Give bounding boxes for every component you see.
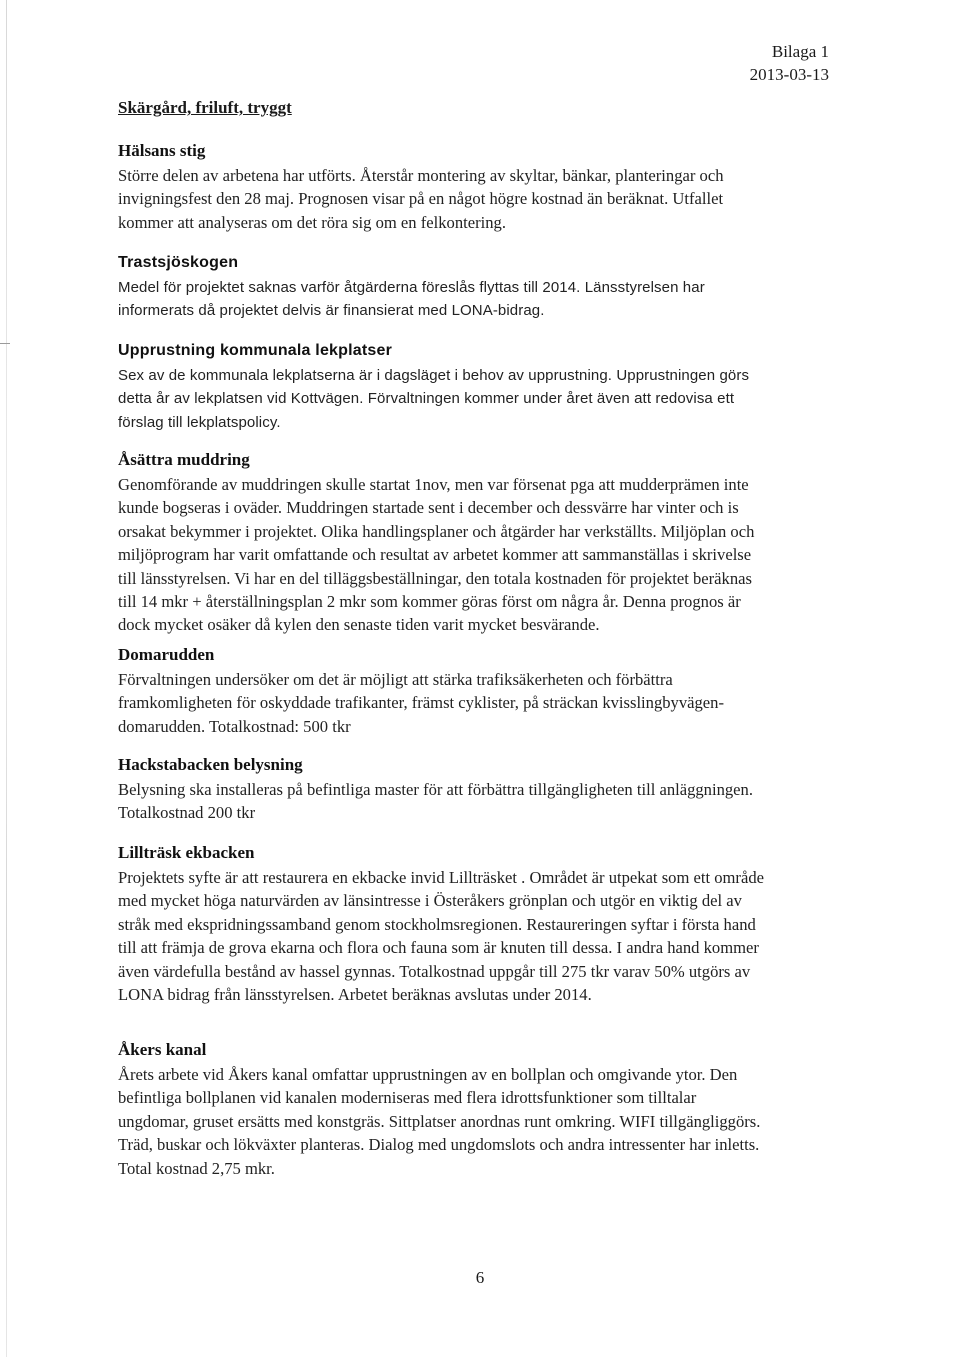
document-date: 2013-03-13 bbox=[749, 65, 829, 84]
section-heading: Åkers kanal bbox=[118, 1040, 207, 1059]
section-lilltrask-ekbacken bbox=[118, 841, 853, 1006]
page-title: Skärgård, friluft, tryggt bbox=[118, 98, 292, 117]
section-heading: Domarudden bbox=[118, 645, 215, 664]
section-upprustning-lekplatser bbox=[118, 339, 853, 434]
section-trastsjoskogen bbox=[118, 251, 853, 323]
scan-edge-line bbox=[6, 0, 7, 1357]
section-body: Större delen av arbetena har utförts. Återstår montering av skyltar, bänkar, planteringar och invigningsfest den 28 maj. Prognosen visar på en något högre kostnad än beräknat. Utfallet kommer att analyseras om det röra sig om en felkontering. bbox=[118, 166, 724, 232]
section-body: Medel för projektet saknas varför åtgärderna föreslås flyttas till 2014. Länsstyrelsen har informerats då projektet delvis är finansierat med LONA-bidrag. bbox=[118, 279, 705, 320]
section-hackstabacken-belysning bbox=[118, 753, 853, 825]
section-heading: Trastsjöskogen bbox=[118, 254, 239, 271]
section-heading: Hackstabacken belysning bbox=[118, 755, 303, 774]
section-heading: Upprustning kommunala lekplatser bbox=[118, 342, 393, 359]
section-halsans-stig bbox=[118, 139, 853, 234]
section-body: Årets arbete vid Åkers kanal omfattar upprustningen av en bollplan och omgivande ytor. Den befintliga bollplanen vid kanalen moderniseras med flera idrottsfunktioner som tilltalar ungdomar, gruset ersätts med konstgräs. Sittplatser anordnas runt omkring. WIFI tillgängliggörs. Träd, buskar och lökväxter planteras. Dialog med ungdomslots och andra intressenter har inletts. Total kostnad 2,75 mkr. bbox=[118, 1065, 761, 1178]
section-body: Projektets syfte är att restaurera en ekbacke invid Lillträsket . Området är utpekat som ett område med mycket höga naturvärden av länsintresse i Österåkers grönplan och utgör en viktig del av stråk med ekspridningssamband genom stockholmsregionen. Restaureringen syftar i första hand till att främja de grova ekarna och flora och fauna som är knuten till dessa. I andra hand kommer även värdefulla bestånd av hassel gynnas. Totalkostnad uppgår till 275 tkr varav 50% utgörs av LONA bidrag från länsstyrelsen. Arbetet beräknas avslutas under 2014. bbox=[118, 868, 764, 1005]
section-body: Belysning ska installeras på befintliga master för att förbättra tillgängligheten till anläggningen. Totalkostnad 200 tkr bbox=[118, 780, 753, 823]
section-heading: Lillträsk ekbacken bbox=[118, 843, 255, 862]
section-heading: Åsättra muddring bbox=[118, 450, 250, 469]
document-header bbox=[750, 40, 829, 86]
section-body: Förvaltningen undersöker om det är möjligt att stärka trafiksäkerheten och förbättra framkomligheten för oskyddade trafikanter, främst cyklister, på sträckan kvisslingbyvägen- domarudden. Totalkostnad: 500 tkr bbox=[118, 670, 724, 736]
section-heading: Hälsans stig bbox=[118, 141, 206, 160]
page-number: 6 bbox=[475, 1268, 485, 1287]
scan-margin-mark bbox=[0, 343, 10, 344]
section-domarudden bbox=[118, 643, 853, 738]
section-asattra-muddring bbox=[118, 448, 853, 637]
section-body: Genomförande av muddringen skulle startat 1nov, men var försenat pga att mudderprämen inte kunde bogseras i oväder. Muddringen startade sent i december och dessvärre har vinter och is orsakat bekymmer i projektet. Olika handlingsplaner och åtgärder har verkställts. Miljöplan och miljöprogram har varit omfattande och resultat av arbetet kommer att sammanställas i skrivelse till länsstyrelsen. Vi har en del tilläggsbeställningar, den totala kostnaden för projektet beräknas till 14 mkr + återställningsplan 2 mkr som kommer göras först om några år. Denna prognos är dock mycket osäker då kylen den senaste tiden varit mycket besvärande. bbox=[118, 475, 755, 635]
section-body: Sex av de kommunala lekplatserna är i dagsläget i behov av upprustning. Upprustningen görs detta år av lekplatsen vid Kottvägen. Förvaltningen kommer under året även att redovisa ett förslag till lekplatspolicy. bbox=[118, 367, 750, 431]
section-akers-kanal bbox=[118, 1038, 853, 1180]
attachment-label: Bilaga 1 bbox=[771, 42, 829, 61]
